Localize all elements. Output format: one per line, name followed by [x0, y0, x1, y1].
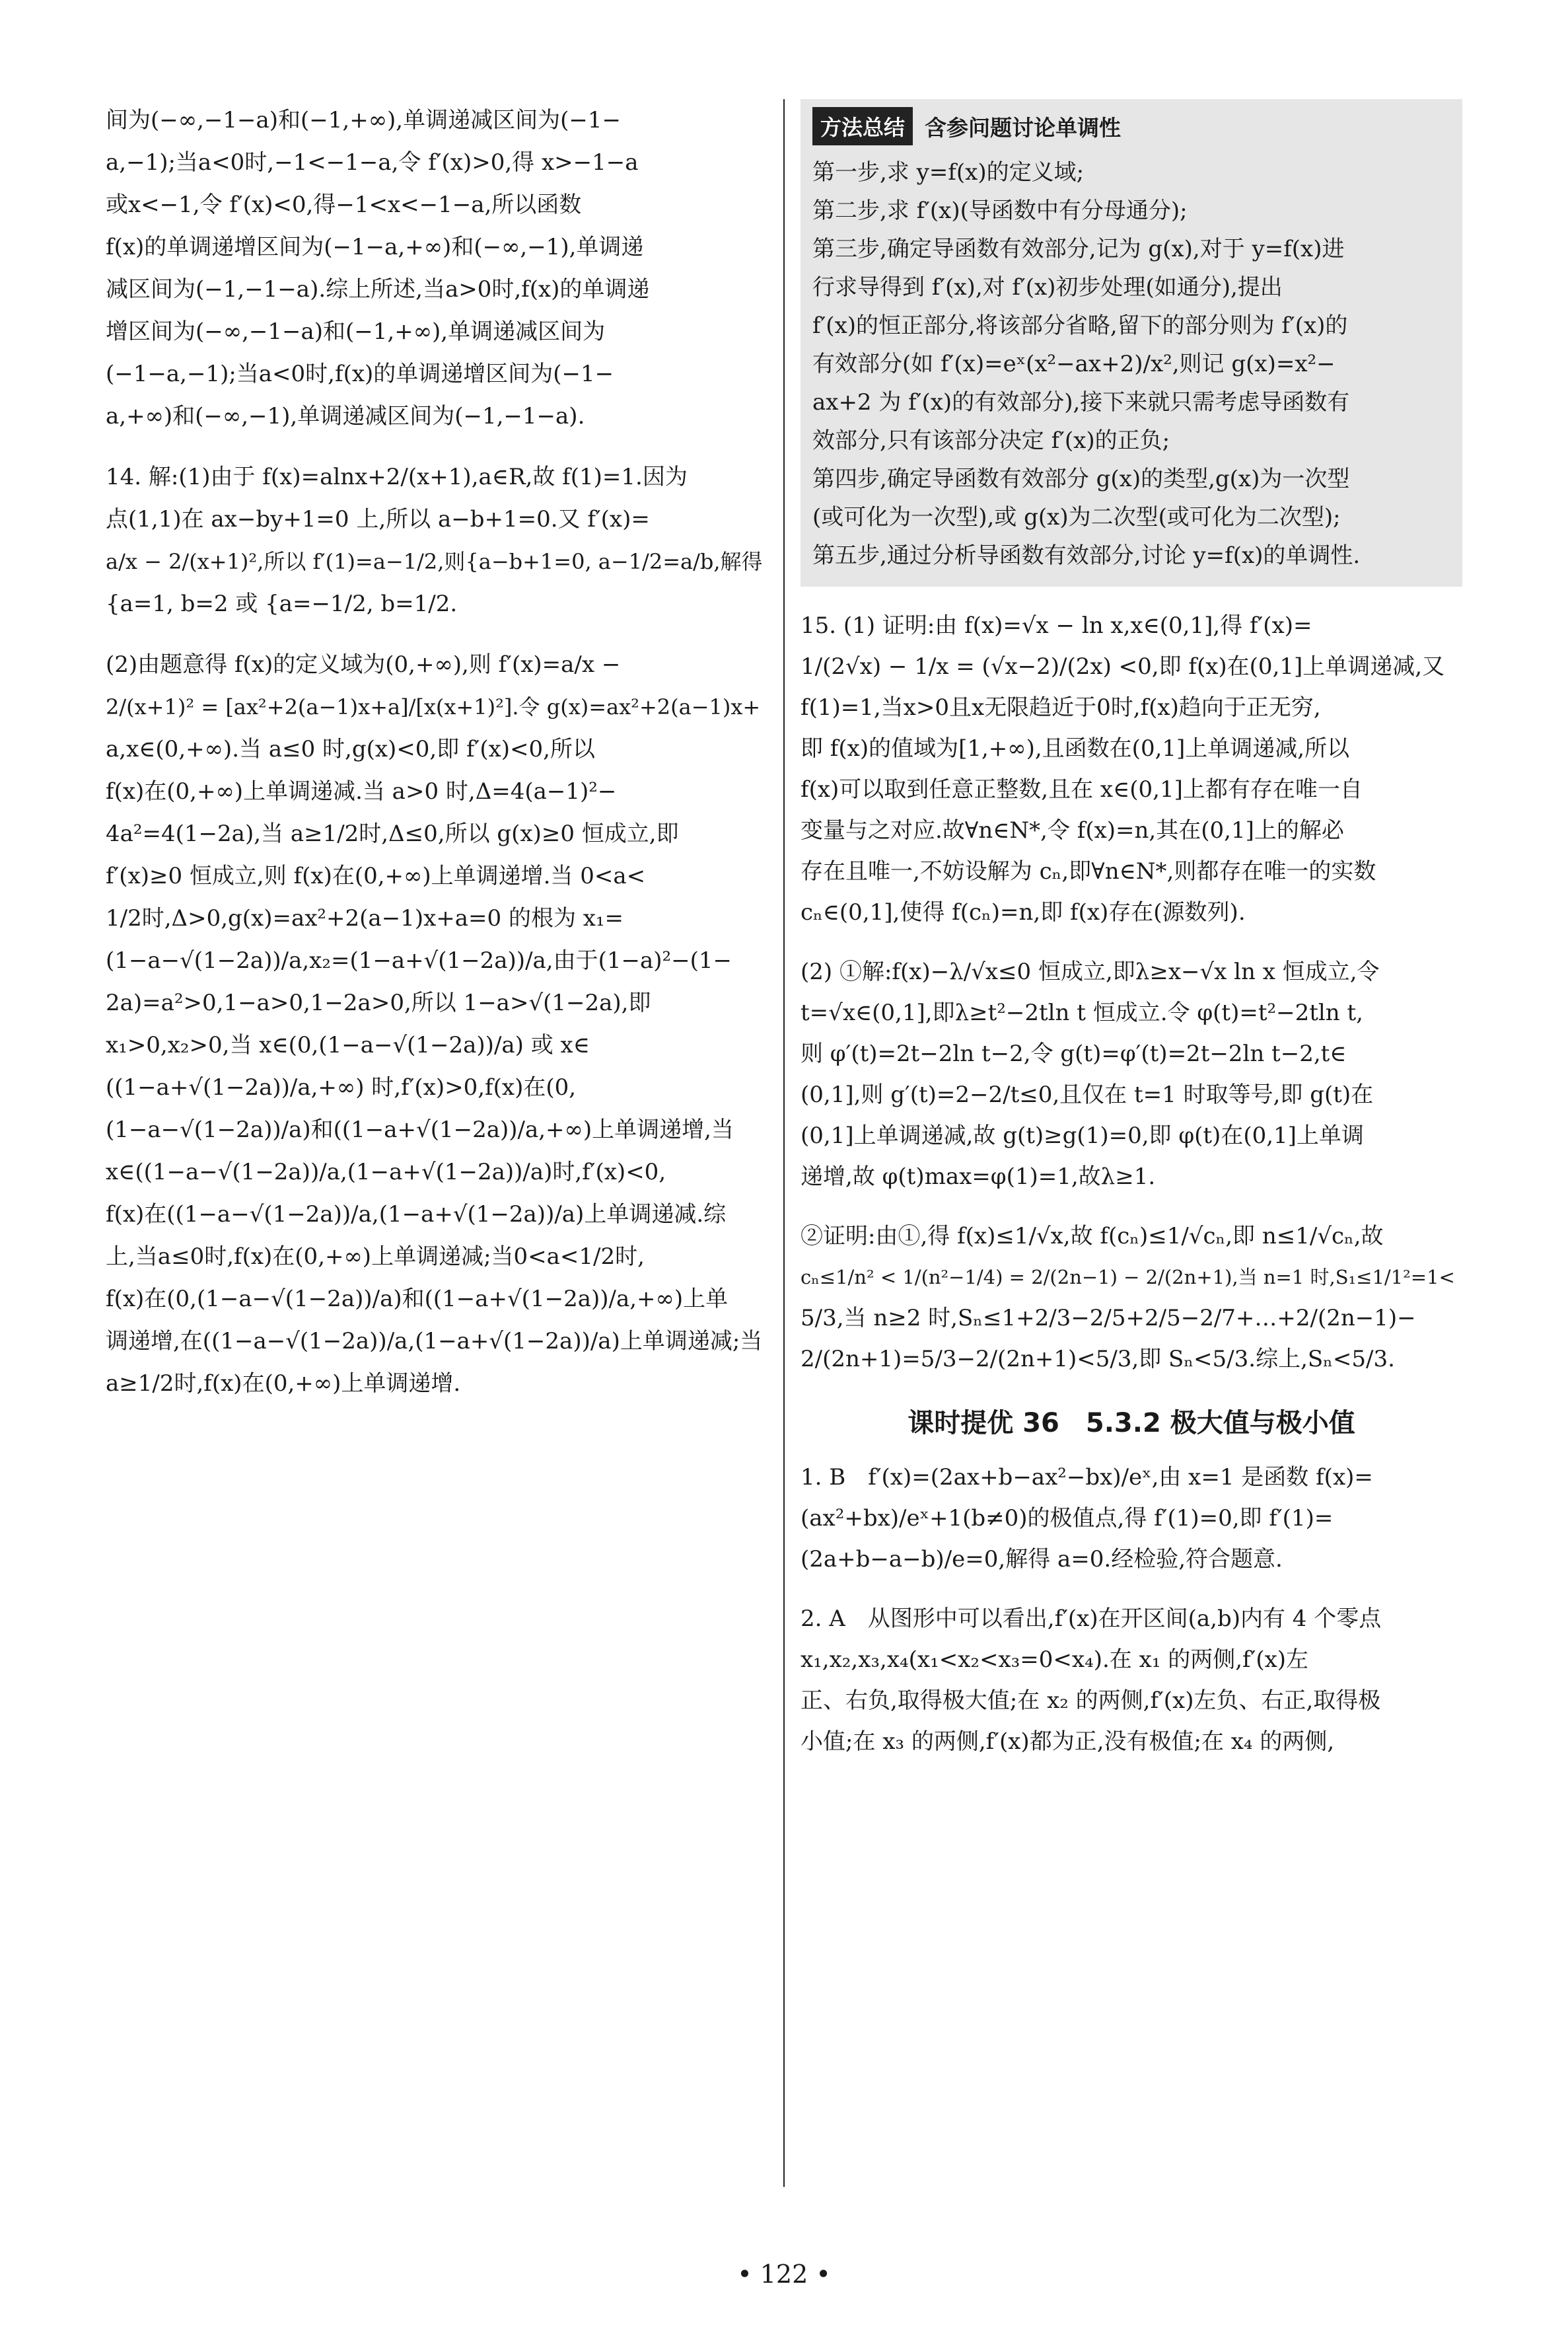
right-text-line: f(1)=1,当x>0且x无限趋近于0时,f(x)趋向于正无穷, — [801, 694, 1321, 721]
answers-paragraph — [801, 1457, 1462, 1580]
left-paragraph — [106, 99, 767, 437]
right-column — [801, 99, 1462, 1781]
left-text-line: 2/(x+1)² = [ax²+2(a−1)x+a]/[x(x+1)²].令 g(x)=ax²+2(a−1)x+ — [106, 694, 761, 720]
left-text-line: f(x)在(0,+∞)上单调递减.当 a>0 时,Δ=4(a−1)²− — [106, 778, 617, 805]
section-title: 课时提优 36 5.3.2 极大值与极小值 — [908, 1408, 1355, 1438]
right-text-line: 15. (1) 证明:由 f(x)=√x − ln x,x∈(0,1],得 f′(x)= — [801, 612, 1312, 639]
method-summary-title: 含参问题讨论单调性 — [925, 114, 1122, 141]
left-text-line: 点(1,1)在 ax−by+1=0 上,所以 a−b+1=0.又 f′(x)= — [106, 506, 650, 533]
summary-text-line: 行求导得到 f′(x),对 f′(x)初步处理(如通分),提出 — [812, 274, 1283, 301]
left-paragraph — [106, 644, 767, 1405]
answers-text-line: 小值;在 x₃ 的两侧,f′(x)都为正,没有极值;在 x₄ 的两侧, — [801, 1728, 1335, 1755]
summary-text-line: 第五步,通过分析导函数有效部分,讨论 y=f(x)的单调性. — [812, 542, 1361, 569]
left-text-line: 减区间为(−1,−1−a).综上所述,当a>0时,f(x)的单调递 — [106, 276, 650, 303]
left-text-line: f′(x)≥0 恒成立,则 f(x)在(0,+∞)上单调递增.当 0<a< — [106, 863, 646, 889]
right-text-line: t=√x∈(0,1],即λ≥t²−2tln t 恒成立.令 φ(t)=t²−2tln t, — [801, 1000, 1363, 1026]
answers-text-line: 2. A 从图形中可以看出,f′(x)在开区间(a,b)内有 4 个零点 — [801, 1605, 1382, 1632]
right-text-line: (0,1]上单调递减,故 g(t)≥g(1)=0,即 φ(t)在(0,1]上单调 — [801, 1123, 1364, 1149]
left-text-line: 2a)=a²>0,1−a>0,1−2a>0,所以 1−a>√(1−2a),即 — [106, 990, 651, 1016]
left-text-line: f(x)在(0,(1−a−√(1−2a))/a)和((1−a+√(1−2a))/a,+∞)上单 — [106, 1286, 729, 1312]
right-text-line: 则 φ′(t)=2t−2ln t−2,令 g(t)=φ′(t)=2t−2ln t−2,t∈ — [801, 1041, 1347, 1067]
left-text-line: 1/2时,Δ>0,g(x)=ax²+2(a−1)x+a=0 的根为 x₁= — [106, 905, 624, 932]
left-text-line: f(x)的单调递增区间为(−1−a,+∞)和(−∞,−1),单调递 — [106, 234, 644, 260]
left-text-line: ((1−a+√(1−2a))/a,+∞) 时,f′(x)>0,f(x)在(0, — [106, 1074, 577, 1101]
left-text-line: 上,当a≤0时,f(x)在(0,+∞)上单调递减;当0<a<1/2时, — [106, 1243, 645, 1270]
summary-text-line: ax+2 为 f′(x)的有效部分),接下来就只需考虑导函数有 — [812, 389, 1350, 416]
answers-text-line: 正、右负,取得极大值;在 x₂ 的两侧,f′(x)左负、右正,取得极 — [801, 1687, 1381, 1714]
summary-text-line: 有效部分(如 f′(x)=eˣ(x²−ax+2)/x²,则记 g(x)=x²− — [812, 351, 1336, 377]
left-text-line: (2)由题意得 f(x)的定义域为(0,+∞),则 f′(x)=a/x − — [106, 651, 621, 678]
left-column — [106, 99, 767, 1423]
column-divider — [783, 99, 785, 2187]
summary-text-line: 效部分,只有该部分决定 f′(x)的正负; — [812, 427, 1170, 454]
summary-text-line: 第四步,确定导函数有效部分 g(x)的类型,g(x)为一次型 — [812, 466, 1350, 492]
left-text-line: 间为(−∞,−1−a)和(−1,+∞),单调递减区间为(−1− — [106, 107, 621, 133]
right-text-line: cₙ∈(0,1],使得 f(cₙ)=n,即 f(x)存在(源数列). — [801, 899, 1246, 926]
answers-text-line: x₁,x₂,x₃,x₄(x₁<x₂<x₃=0<x₄).在 x₁ 的两侧,f′(x)左 — [801, 1646, 1309, 1673]
summary-text-line: f′(x)的恒正部分,将该部分省略,留下的部分则为 f′(x)的 — [812, 313, 1348, 339]
answers-list — [801, 1457, 1462, 1762]
left-text-line: (−1−a,−1);当a<0时,f(x)的单调递增区间为(−1− — [106, 361, 614, 387]
right-text-line: 存在且唯一,不妨设解为 cₙ,即∀n∈N*,则都存在唯一的实数 — [801, 858, 1376, 885]
left-text-line: 14. 解:(1)由于 f(x)=alnx+2/(x+1),a∈R,故 f(1)=1.因为 — [106, 464, 688, 490]
right-text-line: f(x)可以取到任意正整数,且在 x∈(0,1]上都有存在唯一自 — [801, 776, 1363, 803]
left-text-line: a,−1);当a<0时,−1<−1−a,令 f′(x)>0,得 x>−1−a — [106, 149, 639, 176]
answers-text-line: (2a+b−a−b)/e=0,解得 a=0.经检验,符合题意. — [801, 1546, 1283, 1572]
right-text-line: cₙ≤1/n² < 1/(n²−1/4) = 2/(2n−1) − 2/(2n+1),当 n=1 时,S₁≤1/1²=1< — [801, 1266, 1455, 1288]
left-text-line: x∈((1−a−√(1−2a))/a,(1−a+√(1−2a))/a)时,f′(x)<0, — [106, 1159, 666, 1185]
left-text-line: 4a²=4(1−2a),当 a≥1/2时,Δ≤0,所以 g(x)≥0 恒成立,即 — [106, 821, 679, 847]
summary-text-line: (或可化为一次型),或 g(x)为二次型(或可化为二次型); — [812, 504, 1341, 531]
summary-text-line: 第二步,求 f′(x)(导函数中有分母通分); — [812, 198, 1188, 224]
right-paragraph — [801, 605, 1462, 933]
right-text-line: 2/(2n+1)=5/3−2/(2n+1)<5/3,即 Sₙ<5/3.综上,Sₙ<5/3. — [801, 1346, 1395, 1372]
right-text-line: 5/3,当 n≥2 时,Sₙ≤1+2/3−2/5+2/5−2/7+…+2/(2n−1)− — [801, 1305, 1416, 1331]
right-text-line: 变量与之对应.故∀n∈N*,令 f(x)=n,其在(0,1]上的解必 — [801, 817, 1344, 844]
answers-paragraph — [801, 1598, 1462, 1762]
left-text-line: x₁>0,x₂>0,当 x∈(0,(1−a−√(1−2a))/a) 或 x∈ — [106, 1032, 590, 1058]
right-text-line: (2) ①解:f(x)−λ/√x≤0 恒成立,即λ≥x−√x ln x 恒成立,令 — [801, 959, 1380, 985]
right-paragraph — [801, 951, 1462, 1197]
left-paragraph — [106, 456, 767, 625]
left-text-line: 增区间为(−∞,−1−a)和(−1,+∞),单调递减区间为 — [106, 318, 606, 345]
right-text-line: 即 f(x)的值域为[1,+∞),且函数在(0,1]上单调递减,所以 — [801, 735, 1350, 762]
summary-text-line: 第一步,求 y=f(x)的定义域; — [812, 159, 1085, 186]
left-text-line: a,x∈(0,+∞).当 a≤0 时,g(x)<0,即 f′(x)<0,所以 — [106, 736, 595, 762]
left-text-line: a,+∞)和(−∞,−1),单调递减区间为(−1,−1−a). — [106, 403, 585, 429]
problem-15-solution — [801, 605, 1462, 1380]
method-summary-tag: 方法总结 — [812, 107, 913, 145]
left-text-line: 或x<−1,令 f′(x)<0,得−1<x<−1−a,所以函数 — [106, 192, 582, 218]
left-text-line: {a=1, b=2 或 {a=−1/2, b=1/2. — [106, 591, 458, 617]
page-number: • 122 • — [737, 2260, 831, 2289]
answers-text-line: (ax²+bx)/eˣ+1(b≠0)的极值点,得 f′(1)=0,即 f′(1)= — [801, 1505, 1334, 1532]
left-text-line: a/x − 2/(x+1)²,所以 f′(1)=a−1/2,则{a−b+1=0, a−1/2=a/b,解得 — [106, 549, 763, 574]
answers-text-line: 1. B f′(x)=(2ax+b−ax²−bx)/eˣ,由 x=1 是函数 f(x)= — [801, 1464, 1373, 1491]
right-paragraph — [801, 1216, 1462, 1380]
right-text-line: 递增,故 φ(t)max=φ(1)=1,故λ≥1. — [801, 1163, 1156, 1190]
method-summary-box — [801, 99, 1462, 587]
left-text-line: f(x)在((1−a−√(1−2a))/a,(1−a+√(1−2a))/a)上单调递减.综 — [106, 1201, 727, 1228]
summary-text-line: 第三步,确定导函数有效部分,记为 g(x),对于 y=f(x)进 — [812, 236, 1345, 262]
right-text-line: ②证明:由①,得 f(x)≤1/√x,故 f(cₙ)≤1/√cₙ,即 n≤1/√cₙ,故 — [801, 1223, 1384, 1249]
right-text-line: (0,1],则 g′(t)=2−2/t≤0,且仅在 t=1 时取等号,即 g(t)在 — [801, 1082, 1374, 1108]
left-text-line: 调递增,在((1−a−√(1−2a))/a,(1−a+√(1−2a))/a)上单调递减;当 — [106, 1328, 763, 1354]
method-summary-lines — [812, 153, 1450, 575]
right-text-line: 1/(2√x) − 1/x = (√x−2)/(2x) <0,即 f(x)在(0,1]上单调递减,又 — [801, 653, 1445, 680]
left-text-line: (1−a−√(1−2a))/a)和((1−a+√(1−2a))/a,+∞)上单调递增,当 — [106, 1117, 734, 1143]
left-text-line: (1−a−√(1−2a))/a,x₂=(1−a+√(1−2a))/a,由于(1−a)²−(1− — [106, 947, 732, 974]
left-text-line: a≥1/2时,f(x)在(0,+∞)上单调递增. — [106, 1370, 461, 1397]
